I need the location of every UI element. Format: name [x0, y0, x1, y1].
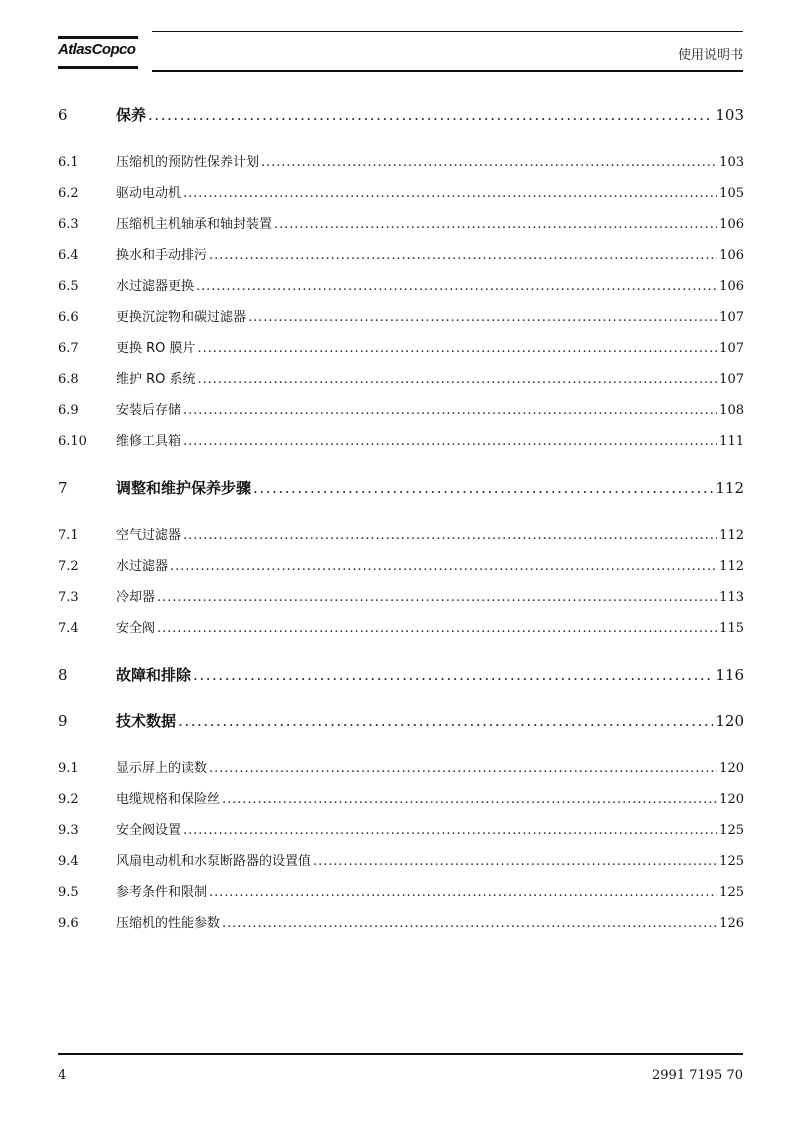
toc-entry-page: 107 [719, 372, 744, 387]
toc-entry-number: 6.10 [58, 434, 87, 449]
logo-bar-bottom [58, 66, 138, 69]
toc-entry-title: 调整和维护保养步骤 [116, 479, 252, 497]
toc-entry[interactable] [58, 881, 744, 903]
toc-entry-page: 113 [719, 590, 744, 605]
toc-entry-title: 更换沉淀物和碳过滤器 [116, 310, 247, 325]
toc-entry[interactable] [58, 244, 744, 266]
toc-entry[interactable] [58, 617, 744, 639]
toc-entry-title: 风扇电动机和水泵断路器的设置值 [116, 854, 312, 869]
toc-dot-leader [198, 341, 718, 356]
toc-entry[interactable] [58, 399, 744, 421]
toc-entry[interactable] [58, 664, 744, 686]
toc-entry-page: 103 [719, 155, 744, 170]
toc-entry[interactable] [58, 850, 744, 872]
toc-dot-leader [209, 248, 717, 263]
toc-entry-title: 保养 [116, 106, 147, 124]
toc-dot-leader [198, 372, 718, 387]
toc-entry-number: 6.6 [58, 310, 79, 325]
toc-entry-number: 6.8 [58, 372, 79, 387]
toc-entry-title: 故障和排除 [116, 666, 192, 684]
toc-entry-number: 6.9 [58, 403, 79, 418]
header-rule-top [152, 31, 743, 32]
toc-entry-number: 8 [58, 666, 68, 684]
toc-entry[interactable] [58, 477, 744, 499]
toc-entry[interactable] [58, 710, 744, 732]
toc-dot-leader [170, 559, 717, 574]
toc-dot-leader [253, 479, 713, 497]
toc-entry-number: 6 [58, 106, 68, 124]
toc-entry-title: 压缩机的性能参数 [116, 916, 221, 931]
toc-dot-leader [183, 528, 717, 543]
toc-entry-page: 103 [715, 106, 744, 124]
atlas-copco-logo [58, 36, 138, 70]
toc-entry-title: 维护 RO 系统 [116, 372, 196, 387]
toc-dot-leader [193, 666, 713, 684]
toc-entry-page: 120 [715, 712, 744, 730]
toc-entry-page: 126 [719, 916, 744, 931]
toc-entry-title: 参考条件和限制 [116, 885, 208, 900]
toc-entry-number: 9.3 [58, 823, 79, 838]
toc-entry[interactable] [58, 430, 744, 452]
toc-entry-page: 125 [719, 885, 744, 900]
toc-entry-number: 9.5 [58, 885, 79, 900]
toc-entry-page: 105 [719, 186, 744, 201]
toc-dot-leader [157, 590, 717, 605]
toc-entry-title: 驱动电动机 [116, 186, 182, 201]
toc-entry[interactable] [58, 151, 744, 173]
toc-entry-page: 116 [715, 666, 744, 684]
toc-entry-page: 106 [719, 248, 744, 263]
toc-entry-page: 120 [719, 761, 744, 776]
toc-dot-leader [313, 854, 717, 869]
toc-entry-title: 水过滤器更换 [116, 279, 195, 294]
toc-entry[interactable] [58, 757, 744, 779]
toc-entry-number: 6.7 [58, 341, 79, 356]
toc-dot-leader [209, 885, 717, 900]
toc-entry-page: 112 [719, 528, 744, 543]
toc-entry-number: 7.4 [58, 621, 79, 636]
toc-entry-title: 电缆规格和保险丝 [116, 792, 221, 807]
toc-entry[interactable] [58, 213, 744, 235]
toc-entry-page: 115 [719, 621, 744, 636]
toc-entry-title: 水过滤器 [116, 559, 169, 574]
toc-entry-title: 冷却器 [116, 590, 156, 605]
toc-entry[interactable] [58, 306, 744, 328]
toc-entry-number: 9.6 [58, 916, 79, 931]
toc-entry-number: 6.5 [58, 279, 79, 294]
footer-rule [58, 1053, 743, 1055]
toc-entry-number: 7 [58, 479, 68, 497]
toc-entry-title: 安全阀设置 [116, 823, 182, 838]
toc-entry[interactable] [58, 368, 744, 390]
toc-entry-title: 压缩机主机轴承和轴封装置 [116, 217, 273, 232]
logo-text: AtlasCopco [58, 41, 136, 58]
toc-entry-number: 6.3 [58, 217, 79, 232]
toc-entry-page: 106 [719, 217, 744, 232]
toc-dot-leader [222, 916, 717, 931]
toc-entry-title: 空气过滤器 [116, 528, 182, 543]
toc-entry-page: 106 [719, 279, 744, 294]
toc-entry-page: 125 [719, 854, 744, 869]
toc-entry[interactable] [58, 555, 744, 577]
toc-dot-leader [261, 155, 717, 170]
toc-entry-page: 112 [715, 479, 744, 497]
toc-dot-leader [248, 310, 717, 325]
toc-entry-number: 6.1 [58, 155, 79, 170]
header-rule-bottom [152, 70, 743, 72]
document-number: 2991 7195 70 [652, 1068, 743, 1083]
toc-entry-title: 安全阀 [116, 621, 156, 636]
toc-entry[interactable] [58, 275, 744, 297]
toc-entry-page: 107 [719, 341, 744, 356]
toc-entry[interactable] [58, 524, 744, 546]
toc-entry-number: 9.4 [58, 854, 79, 869]
toc-dot-leader [183, 823, 717, 838]
toc-entry-title: 技术数据 [116, 712, 177, 730]
toc-dot-leader [148, 106, 713, 124]
toc-entry[interactable] [58, 912, 744, 934]
toc-entry-page: 120 [719, 792, 744, 807]
toc-entry-number: 6.2 [58, 186, 79, 201]
toc-dot-leader [209, 761, 717, 776]
toc-dot-leader [183, 186, 717, 201]
toc-entry-number: 7.2 [58, 559, 79, 574]
toc-entry[interactable] [58, 104, 744, 126]
toc-entry-title: 安装后存储 [116, 403, 182, 418]
toc-entry[interactable] [58, 819, 744, 841]
toc-entry-title: 维修工具箱 [116, 434, 182, 449]
toc-dot-leader [157, 621, 717, 636]
page-number: 4 [58, 1068, 67, 1083]
toc-dot-leader [222, 792, 717, 807]
toc-dot-leader [183, 434, 717, 449]
toc-dot-leader [196, 279, 717, 294]
toc-entry[interactable] [58, 337, 744, 359]
logo-bar-top [58, 36, 138, 39]
toc-entry-number: 9.2 [58, 792, 79, 807]
toc-entry-page: 112 [719, 559, 744, 574]
toc-entry-title: 显示屏上的读数 [116, 761, 208, 776]
toc-entry-page: 108 [719, 403, 744, 418]
toc-entry-number: 6.4 [58, 248, 79, 263]
toc-entry-number: 9.1 [58, 761, 79, 776]
toc-entry[interactable] [58, 788, 744, 810]
toc-dot-leader [178, 712, 713, 730]
toc-dot-leader [274, 217, 717, 232]
toc-entry-title: 压缩机的预防性保养计划 [116, 155, 260, 170]
toc-entry-number: 9 [58, 712, 68, 730]
toc-entry-page: 111 [719, 434, 744, 449]
toc-entry-number: 7.1 [58, 528, 79, 543]
toc-dot-leader [183, 403, 717, 418]
toc-entry-number: 7.3 [58, 590, 79, 605]
toc-entry-title: 换水和手动排污 [116, 248, 208, 263]
toc-entry-page: 107 [719, 310, 744, 325]
toc-entry[interactable] [58, 182, 744, 204]
toc-entry-page: 125 [719, 823, 744, 838]
toc-entry[interactable] [58, 586, 744, 608]
document-title: 使用说明书 [677, 48, 743, 63]
toc-entry-title: 更换 RO 膜片 [116, 341, 196, 356]
